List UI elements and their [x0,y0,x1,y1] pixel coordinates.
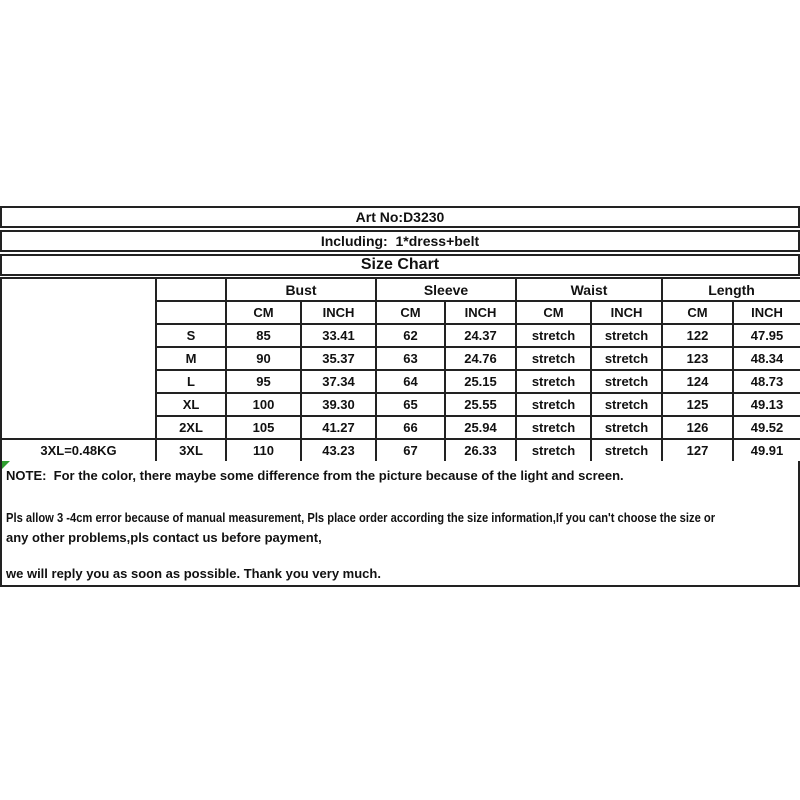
waist-cm-cell: stretch [516,370,591,393]
bust-cm-cell: 85 [226,324,301,347]
table-row [1,439,800,462]
bust-inch-cell: 43.23 [301,439,376,462]
waist-cm-cell: stretch [516,393,591,416]
unit-header-cm: CM [516,301,591,324]
size-header-spacer [156,278,226,301]
weight-note-cell: 3XL=0.48KG [1,439,156,462]
size-header-spacer [156,301,226,324]
length-inch-cell: 49.13 [733,393,800,416]
length-inch-cell: 48.73 [733,370,800,393]
sleeve-cm-cell: 67 [376,439,445,462]
size-cell: 2XL [156,416,226,439]
size-cell: XL [156,393,226,416]
unit-header-inch: INCH [445,301,516,324]
length-inch-cell: 49.52 [733,416,800,439]
length-cm-cell: 123 [662,347,733,370]
note-color-text: NOTE: For the color, there maybe some difference from the picture because of the light and screen. [6,468,624,483]
length-cm-cell: 122 [662,324,733,347]
bust-inch-cell: 33.41 [301,324,376,347]
bust-inch-cell: 35.37 [301,347,376,370]
length-cm-cell: 125 [662,393,733,416]
sleeve-cm-cell: 65 [376,393,445,416]
bust-cm-cell: 95 [226,370,301,393]
group-header-bust: Bust [226,278,376,301]
sleeve-inch-cell: 26.33 [445,439,516,462]
bust-inch-cell: 41.27 [301,416,376,439]
bust-cm-cell: 105 [226,416,301,439]
bust-inch-cell: 37.34 [301,370,376,393]
bust-cm-cell: 110 [226,439,301,462]
sleeve-cm-cell: 64 [376,370,445,393]
table-row [1,278,800,301]
sleeve-inch-cell: 25.55 [445,393,516,416]
unit-header-inch: INCH [301,301,376,324]
unit-header-cm: CM [226,301,301,324]
waist-cm-cell: stretch [516,416,591,439]
size-chart-title: Size Chart [0,254,800,276]
sleeve-inch-cell: 24.76 [445,347,516,370]
including-bar: Including: 1*dress+belt [0,230,800,252]
note-reply-text: we will reply you as soon as possible. Thank you very much. [6,566,381,581]
waist-inch-cell: stretch [591,370,662,393]
sleeve-inch-cell: 25.15 [445,370,516,393]
length-inch-cell: 48.34 [733,347,800,370]
sleeve-cm-cell: 63 [376,347,445,370]
bust-cm-cell: 100 [226,393,301,416]
unit-header-inch: INCH [591,301,662,324]
unit-header-cm: CM [376,301,445,324]
size-cell: S [156,324,226,347]
unit-header-inch: INCH [733,301,800,324]
size-cell: 3XL [156,439,226,462]
size-cell: M [156,347,226,370]
unit-header-cm: CM [662,301,733,324]
waist-cm-cell: stretch [516,347,591,370]
sleeve-inch-cell: 25.94 [445,416,516,439]
green-corner-marker-icon [2,461,10,469]
bust-inch-cell: 39.30 [301,393,376,416]
size-cell: L [156,370,226,393]
length-inch-cell: 49.91 [733,439,800,462]
size-chart-table [0,277,800,463]
group-header-waist: Waist [516,278,662,301]
waist-cm-cell: stretch [516,439,591,462]
note-measurement-text-line1: Pls allow 3 -4cm error because of manual measurement, Pls place order according the size information,If you can't choose the size or [6,510,716,525]
bust-cm-cell: 90 [226,347,301,370]
length-inch-cell: 47.95 [733,324,800,347]
length-cm-cell: 126 [662,416,733,439]
sleeve-cm-cell: 66 [376,416,445,439]
waist-cm-cell: stretch [516,324,591,347]
length-cm-cell: 127 [662,439,733,462]
waist-inch-cell: stretch [591,393,662,416]
note-measurement-text-line2: any other problems,pls contact us before payment, [6,530,322,545]
left-spacer-cell [1,278,156,439]
waist-inch-cell: stretch [591,347,662,370]
sleeve-inch-cell: 24.37 [445,324,516,347]
sleeve-cm-cell: 62 [376,324,445,347]
group-header-length: Length [662,278,800,301]
waist-inch-cell: stretch [591,324,662,347]
group-header-sleeve: Sleeve [376,278,516,301]
notes-section [0,461,800,587]
length-cm-cell: 124 [662,370,733,393]
waist-inch-cell: stretch [591,416,662,439]
art-no-bar: Art No:D3230 [0,206,800,228]
waist-inch-cell: stretch [591,439,662,462]
